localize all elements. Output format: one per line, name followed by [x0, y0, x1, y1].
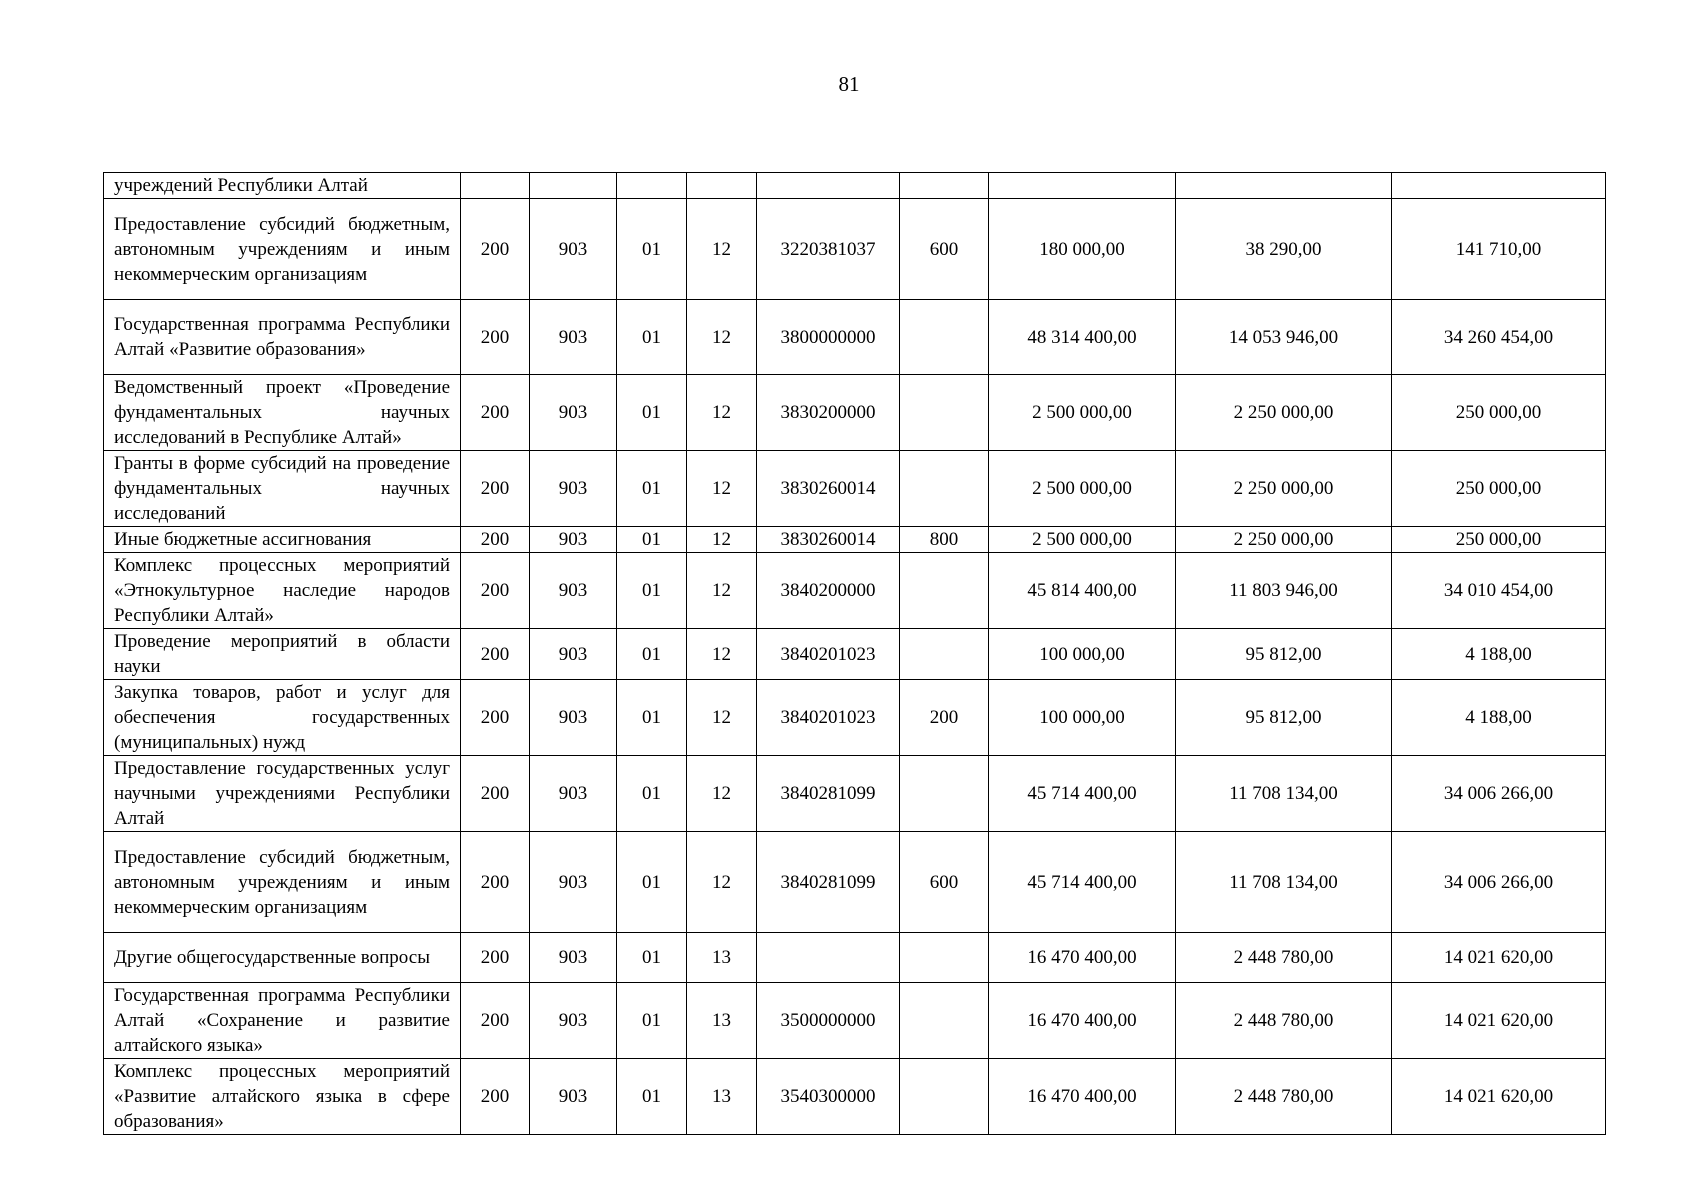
cell-col3: 01	[617, 756, 687, 832]
cell-col3: 01	[617, 933, 687, 983]
cell-col1: 200	[461, 300, 530, 375]
cell-col7: 48 314 400,00	[989, 300, 1176, 375]
cell-col2: 903	[530, 680, 617, 756]
cell-col5: 3540300000	[757, 1059, 900, 1135]
table-row	[104, 375, 1606, 451]
cell-col7: 45 714 400,00	[989, 756, 1176, 832]
cell-col6: 600	[900, 199, 989, 300]
cell-col7: 16 470 400,00	[989, 983, 1176, 1059]
cell-col9	[1392, 173, 1606, 199]
cell-col4: 12	[687, 832, 757, 933]
cell-col4: 13	[687, 933, 757, 983]
cell-col2: 903	[530, 199, 617, 300]
cell-col1: 200	[461, 983, 530, 1059]
cell-col6: 600	[900, 832, 989, 933]
cell-col9: 34 006 266,00	[1392, 832, 1606, 933]
cell-col4: 12	[687, 553, 757, 629]
cell-col5: 3800000000	[757, 300, 900, 375]
cell-col2: 903	[530, 832, 617, 933]
cell-col7: 2 500 000,00	[989, 451, 1176, 527]
cell-col5: 3830260014	[757, 527, 900, 553]
cell-col5: 3840201023	[757, 629, 900, 680]
cell-col1: 200	[461, 680, 530, 756]
row-name: Иные бюджетные ассигнования	[104, 527, 461, 553]
table-row	[104, 756, 1606, 832]
cell-col6	[900, 1059, 989, 1135]
cell-col4: 13	[687, 983, 757, 1059]
cell-col3: 01	[617, 832, 687, 933]
cell-col7: 45 714 400,00	[989, 832, 1176, 933]
cell-col7: 100 000,00	[989, 629, 1176, 680]
table-row	[104, 300, 1606, 375]
cell-col4: 12	[687, 300, 757, 375]
table-row	[104, 553, 1606, 629]
cell-col8: 38 290,00	[1176, 199, 1392, 300]
cell-col1: 200	[461, 832, 530, 933]
cell-col7: 2 500 000,00	[989, 527, 1176, 553]
cell-col9: 141 710,00	[1392, 199, 1606, 300]
cell-col8: 95 812,00	[1176, 629, 1392, 680]
cell-col1: 200	[461, 553, 530, 629]
cell-col1: 200	[461, 933, 530, 983]
cell-col9: 34 010 454,00	[1392, 553, 1606, 629]
cell-col8: 2 448 780,00	[1176, 983, 1392, 1059]
cell-col3	[617, 173, 687, 199]
cell-col3: 01	[617, 527, 687, 553]
cell-col7: 2 500 000,00	[989, 375, 1176, 451]
cell-col6: 200	[900, 680, 989, 756]
cell-col3: 01	[617, 629, 687, 680]
cell-col2	[530, 173, 617, 199]
budget-table	[103, 172, 1606, 1135]
cell-col9: 14 021 620,00	[1392, 983, 1606, 1059]
cell-col8: 2 250 000,00	[1176, 375, 1392, 451]
cell-col2: 903	[530, 527, 617, 553]
table-row	[104, 527, 1606, 553]
cell-col1: 200	[461, 527, 530, 553]
cell-col8: 14 053 946,00	[1176, 300, 1392, 375]
cell-col6: 800	[900, 527, 989, 553]
cell-col9: 4 188,00	[1392, 629, 1606, 680]
cell-col9: 14 021 620,00	[1392, 1059, 1606, 1135]
cell-col8: 11 708 134,00	[1176, 756, 1392, 832]
row-name: Предоставление субсидий бюджетным, автономным учреждениям и иным некоммерческим организациям	[104, 199, 461, 300]
cell-col7: 180 000,00	[989, 199, 1176, 300]
row-name: Предоставление государственных услуг научными учреждениями Республики Алтай	[104, 756, 461, 832]
table-row	[104, 451, 1606, 527]
table-row	[104, 199, 1606, 300]
cell-col1: 200	[461, 199, 530, 300]
cell-col3: 01	[617, 680, 687, 756]
cell-col2: 903	[530, 300, 617, 375]
cell-col4: 12	[687, 375, 757, 451]
cell-col8: 11 803 946,00	[1176, 553, 1392, 629]
cell-col6	[900, 451, 989, 527]
cell-col6	[900, 933, 989, 983]
cell-col9: 34 260 454,00	[1392, 300, 1606, 375]
cell-col5	[757, 933, 900, 983]
cell-col2: 903	[530, 553, 617, 629]
cell-col9: 250 000,00	[1392, 451, 1606, 527]
cell-col2: 903	[530, 933, 617, 983]
cell-col4: 12	[687, 199, 757, 300]
cell-col8: 2 448 780,00	[1176, 933, 1392, 983]
cell-col9: 14 021 620,00	[1392, 933, 1606, 983]
cell-col1: 200	[461, 756, 530, 832]
cell-col2: 903	[530, 983, 617, 1059]
cell-col3: 01	[617, 1059, 687, 1135]
cell-col6	[900, 375, 989, 451]
cell-col2: 903	[530, 756, 617, 832]
cell-col8: 95 812,00	[1176, 680, 1392, 756]
table-row	[104, 629, 1606, 680]
cell-col3: 01	[617, 300, 687, 375]
cell-col5: 3840201023	[757, 680, 900, 756]
cell-col2: 903	[530, 629, 617, 680]
row-name: Комплекс процессных мероприятий «Этнокультурное наследие народов Республики Алтай»	[104, 553, 461, 629]
table-row	[104, 173, 1606, 199]
row-name: Ведомственный проект «Проведение фундаментальных научных исследований в Республике Алтай»	[104, 375, 461, 451]
cell-col4: 12	[687, 629, 757, 680]
page-number: 81	[838, 72, 860, 96]
row-name: Закупка товаров, работ и услуг для обеспечения государственных (муниципальных) нужд	[104, 680, 461, 756]
cell-col8: 11 708 134,00	[1176, 832, 1392, 933]
cell-col7: 16 470 400,00	[989, 933, 1176, 983]
cell-col4	[687, 173, 757, 199]
cell-col1: 200	[461, 1059, 530, 1135]
cell-col6	[900, 173, 989, 199]
cell-col7: 16 470 400,00	[989, 1059, 1176, 1135]
cell-col8: 2 250 000,00	[1176, 527, 1392, 553]
cell-col3: 01	[617, 983, 687, 1059]
cell-col9: 250 000,00	[1392, 527, 1606, 553]
cell-col3: 01	[617, 375, 687, 451]
cell-col5: 3500000000	[757, 983, 900, 1059]
cell-col6	[900, 629, 989, 680]
cell-col5	[757, 173, 900, 199]
row-name: Предоставление субсидий бюджетным, автономным учреждениям и иным некоммерческим организациям	[104, 832, 461, 933]
row-name: Другие общегосударственные вопросы	[104, 933, 461, 983]
table-row	[104, 680, 1606, 756]
cell-col4: 12	[687, 451, 757, 527]
cell-col4: 12	[687, 680, 757, 756]
cell-col7: 100 000,00	[989, 680, 1176, 756]
row-name: Проведение мероприятий в области науки	[104, 629, 461, 680]
row-name: учреждений Республики Алтай	[104, 173, 461, 199]
row-name: Комплекс процессных мероприятий «Развитие алтайского языка в сфере образования»	[104, 1059, 461, 1135]
cell-col2: 903	[530, 375, 617, 451]
cell-col6	[900, 756, 989, 832]
cell-col7: 45 814 400,00	[989, 553, 1176, 629]
cell-col4: 12	[687, 756, 757, 832]
cell-col3: 01	[617, 199, 687, 300]
cell-col3: 01	[617, 553, 687, 629]
cell-col3: 01	[617, 451, 687, 527]
cell-col8: 2 448 780,00	[1176, 1059, 1392, 1135]
cell-col2: 903	[530, 1059, 617, 1135]
cell-col5: 3830260014	[757, 451, 900, 527]
cell-col7	[989, 173, 1176, 199]
row-name: Государственная программа Республики Алтай «Сохранение и развитие алтайского языка»	[104, 983, 461, 1059]
cell-col5: 3220381037	[757, 199, 900, 300]
cell-col1: 200	[461, 451, 530, 527]
row-name: Гранты в форме субсидий на проведение фундаментальных научных исследований	[104, 451, 461, 527]
cell-col9: 4 188,00	[1392, 680, 1606, 756]
cell-col6	[900, 300, 989, 375]
table-row	[104, 832, 1606, 933]
cell-col5: 3840281099	[757, 832, 900, 933]
cell-col9: 34 006 266,00	[1392, 756, 1606, 832]
row-name: Государственная программа Республики Алтай «Развитие образования»	[104, 300, 461, 375]
cell-col5: 3840200000	[757, 553, 900, 629]
cell-col9: 250 000,00	[1392, 375, 1606, 451]
cell-col4: 12	[687, 527, 757, 553]
cell-col2: 903	[530, 451, 617, 527]
cell-col1: 200	[461, 375, 530, 451]
cell-col5: 3840281099	[757, 756, 900, 832]
cell-col6	[900, 983, 989, 1059]
cell-col1	[461, 173, 530, 199]
cell-col4: 13	[687, 1059, 757, 1135]
cell-col5: 3830200000	[757, 375, 900, 451]
cell-col8	[1176, 173, 1392, 199]
table-row	[104, 983, 1606, 1059]
cell-col6	[900, 553, 989, 629]
table-row	[104, 933, 1606, 983]
table-row	[104, 1059, 1606, 1135]
cell-col8: 2 250 000,00	[1176, 451, 1392, 527]
cell-col1: 200	[461, 629, 530, 680]
